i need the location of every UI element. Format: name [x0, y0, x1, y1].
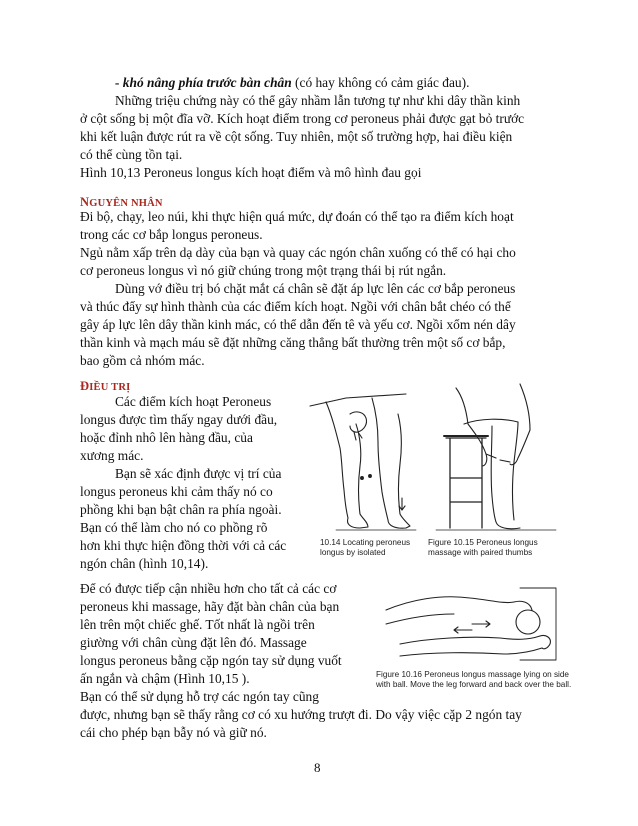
- figure-10-16-illustration: [380, 584, 560, 666]
- intro-line-4: khi kết luận được rút ra về cột sống. Tuy nhiên, một số trường hợp, hai điều kiện: [80, 129, 513, 144]
- treatment-line-4: xương mác.: [80, 448, 144, 463]
- treatment-line-5: Bạn sẽ xác định được vị trí của: [115, 466, 282, 481]
- treatment-line-13: lên trên một chiếc ghế. Tốt nhất là ngồi trên: [80, 617, 315, 632]
- figure-10-15-caption-line-1: Figure 10.15 Peroneus longus: [428, 538, 538, 547]
- cause-line-7: gây áp lực lên dây thần kinh mác, có thể dẫn đến tê và yếu cơ. Ngồi xổm nén dây: [80, 317, 516, 332]
- treatment-line-7: phồng khi bạn bật chân ra phía ngoài.: [80, 502, 282, 517]
- cause-heading-rest: GUYÊN NHÂN: [89, 198, 163, 209]
- intro-line-3: ở cột sống bị một đĩa vỡ. Kích hoạt điểm trong cơ peroneus phải được gạt bỏ trước: [80, 111, 525, 126]
- figure-10-16-caption-line-1: Figure 10.16 Peroneus longus massage lying on side: [376, 670, 569, 679]
- treatment-line-16: ấn ngắn và chậm (Hình 10,15 ).: [80, 671, 250, 686]
- treatment-line-2: longus được tìm thấy ngay dưới đầu,: [80, 412, 278, 427]
- figure-10-15-caption-line-2: massage with paired thumbs: [428, 548, 533, 557]
- figure-10-16-caption-line-2: with ball. Move the leg forward and back over the ball.: [376, 680, 572, 689]
- treatment-line-18: được, nhưng bạn sẽ thấy rằng cơ có xu hướng trượt đi. Do vậy việc cặp 2 ngón tay: [80, 707, 522, 722]
- chair-edge: [310, 394, 406, 406]
- intro-line-2: Những triệu chứng này có thể gây nhầm lẫn tương tự như khi dây thần kinh: [115, 93, 521, 108]
- figure-10-15-illustration: [426, 378, 566, 534]
- treatment-line-15: longus peroneus bằng cặp ngón tay sử dụng vuốt: [80, 653, 342, 668]
- treatment-line-3: hoặc đỉnh nhô lên hàng đầu, của: [80, 430, 253, 445]
- cause-line-8: thần kinh và mạch máu sẽ đặt những căng thẳng bất thường trên một số cơ bắp,: [80, 335, 506, 350]
- cause-line-6: và thúc đẩy sự hình thành của các điểm kích hoạt. Ngồi với chân bắt chéo có thể: [80, 299, 511, 314]
- treatment-heading-initial: Đ: [80, 379, 90, 393]
- cause-line-4: cơ peroneus longus vì nó giữ chúng trong một trạng thái bị rút ngắn.: [80, 263, 447, 278]
- figure-10-14-caption-line-2: longus by isolated: [320, 548, 386, 557]
- page-number: 8: [314, 760, 321, 775]
- treatment-line-14: giường với chân cùng đặt lên đó. Massage: [80, 635, 307, 650]
- treatment-heading-rest: IỀU TRỊ: [89, 382, 131, 393]
- figure-10-14-caption-line-1: 10.14 Locating peroneus: [320, 538, 411, 547]
- treatment-line-6: longus peroneus khi cảm thấy nó co: [80, 484, 273, 499]
- cause-heading-initial: N: [80, 195, 90, 209]
- figure-10-13-reference: Hình 10,13 Peroneus longus kích hoạt điểm và mô hình đau gọi: [80, 165, 422, 180]
- treatment-line-17: Bạn có thể sử dụng hỗ trợ các ngón tay cũng: [80, 689, 319, 704]
- treatment-line-19: cái cho phép bạn bẫy nó và giữ nó.: [80, 725, 267, 740]
- treatment-line-11: Để có được tiếp cận nhiều hơn cho tất cả các cơ: [80, 581, 337, 596]
- cause-line-2: trong các cơ bắp longus peroneus.: [80, 227, 263, 242]
- treatment-line-1: Các điểm kích hoạt Peroneus: [115, 394, 272, 409]
- treatment-line-12: peroneus khi massage, hãy đặt bàn chân của bạn: [80, 599, 340, 614]
- symptom-bold-text: - khó nâng phía trước bàn chân: [115, 75, 292, 90]
- treatment-heading: [80, 379, 130, 394]
- cause-line-1: Đi bộ, chạy, leo núi, khi thực hiện quá mức, dự đoán có thể tạo ra điểm kích hoạt: [80, 209, 514, 224]
- cause-line-9: bao gồm cả nhóm mác.: [80, 353, 205, 368]
- treatment-line-9: hơn khi thực hiện đồng thời với cả các: [80, 538, 287, 553]
- treatment-line-10: ngón chân (hình 10,14).: [80, 556, 209, 571]
- figure-10-14-illustration: [306, 386, 426, 534]
- symptom-line: [115, 74, 469, 91]
- cause-line-3: Ngủ nằm xấp trên dạ dày của bạn và quay các ngón chân xuống có thể có hại cho: [80, 245, 516, 260]
- symptom-rest-text: (có hay không có cảm giác đau).: [291, 75, 470, 90]
- cause-line-5: Dùng vớ điều trị bó chặt mắt cá chân sẽ đặt áp lực lên các cơ bắp peroneus: [115, 281, 516, 296]
- intro-line-5: có thể cùng tồn tại.: [80, 147, 183, 162]
- treatment-line-8: Bạn có thể làm cho nó co phồng rõ: [80, 520, 268, 535]
